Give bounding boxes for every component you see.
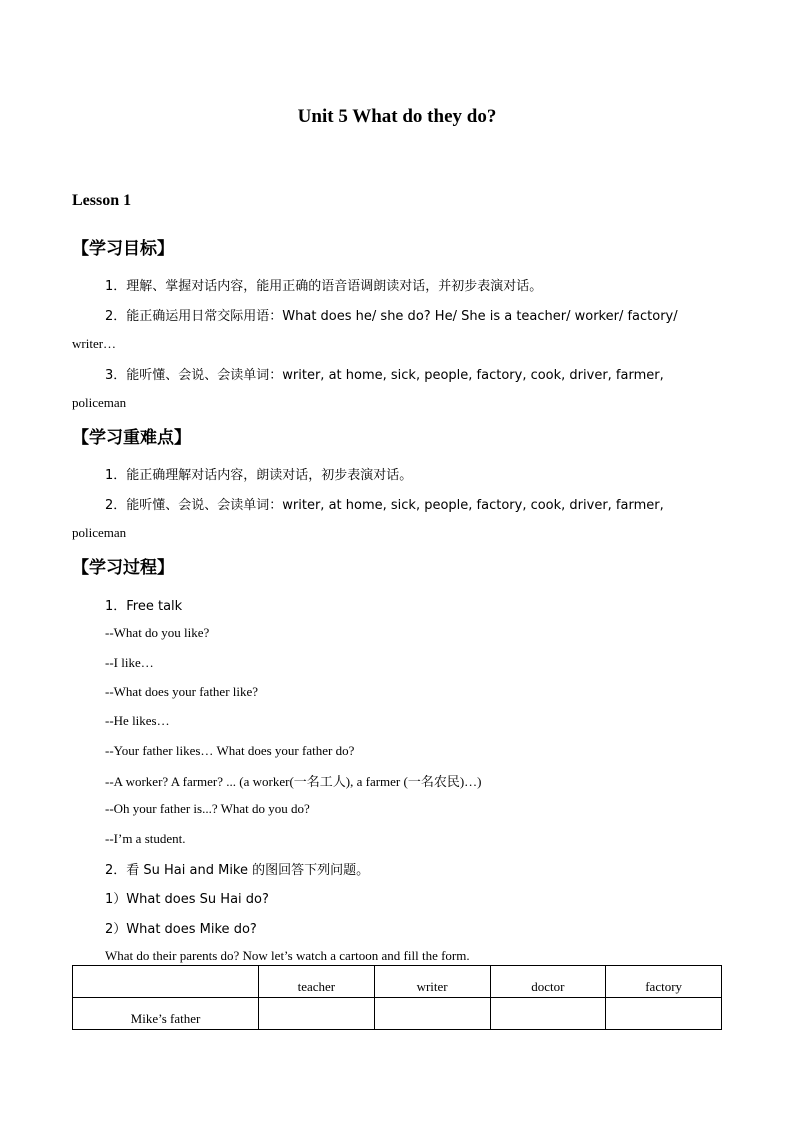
section-heading-process: 【学习过程】 <box>72 558 174 578</box>
section-heading-objectives: 【学习目标】 <box>72 239 174 259</box>
table-cell <box>606 998 722 1030</box>
dialog-line: --Oh your father is...? What do you do? <box>105 801 310 816</box>
table-cell <box>374 998 490 1030</box>
dialog-line: --What does your father like? <box>105 684 259 699</box>
process-step-1: 1．Free talk <box>105 599 183 614</box>
table-row-label: Mike’s father <box>73 998 259 1030</box>
dialog-line: --Your father likes… What does your father do? <box>105 743 355 758</box>
objective-item-3: 3．能听懂、会说、会读单词：writer, at home, sick, people, factory, cook, driver, farmer, <box>105 368 664 383</box>
keypoint-item-1: 1．能正确理解对话内容，朗读对话，初步表演对话。 <box>105 468 413 483</box>
table-cell <box>259 998 375 1030</box>
section-heading-keypoints: 【学习重难点】 <box>72 428 191 448</box>
question-1: 1）What does Su Hai do? <box>105 892 269 907</box>
table-header-cell <box>73 966 259 998</box>
form-instruction: What do their parents do? Now let’s watch a cartoon and fill the form. <box>105 948 470 963</box>
dialog-line: --I like… <box>105 655 154 670</box>
table-header-cell: teacher <box>259 966 375 998</box>
table-header-cell: doctor <box>490 966 606 998</box>
process-step-2: 2．看 Su Hai and Mike 的图回答下列问题。 <box>105 863 370 878</box>
objective-item-1: 1．理解、掌握对话内容，能用正确的语音语调朗读对话，并初步表演对话。 <box>105 279 543 294</box>
dialog-line: --What do you like? <box>105 625 210 640</box>
table-header-row <box>73 966 722 998</box>
lesson-heading: Lesson 1 <box>72 192 132 209</box>
objective-item-3-cont: policeman <box>72 395 127 410</box>
dialog-line: --A worker? A farmer? ... (a worker(一名工人), a farmer (一名农民)…) <box>105 774 482 789</box>
keypoint-item-2: 2．能听懂、会说、会读单词：writer, at home, sick, people, factory, cook, driver, farmer, <box>105 498 664 513</box>
dialog-line: --I’m a student. <box>105 831 186 846</box>
keypoint-item-2-cont: policeman <box>72 525 127 540</box>
table-header-cell: factory <box>606 966 722 998</box>
table-cell <box>490 998 606 1030</box>
table-row <box>73 998 722 1030</box>
objective-item-2: 2．能正确运用日常交际用语：What does he/ she do? He/ She is a teacher/ worker/ factory/ <box>105 309 678 324</box>
fill-form-table <box>72 965 722 1030</box>
question-2: 2）What does Mike do? <box>105 922 257 937</box>
objective-item-2-cont: writer… <box>72 336 117 351</box>
dialog-line: --He likes… <box>105 713 170 728</box>
document-title: Unit 5 What do they do? <box>297 106 497 127</box>
table-header-cell: writer <box>374 966 490 998</box>
